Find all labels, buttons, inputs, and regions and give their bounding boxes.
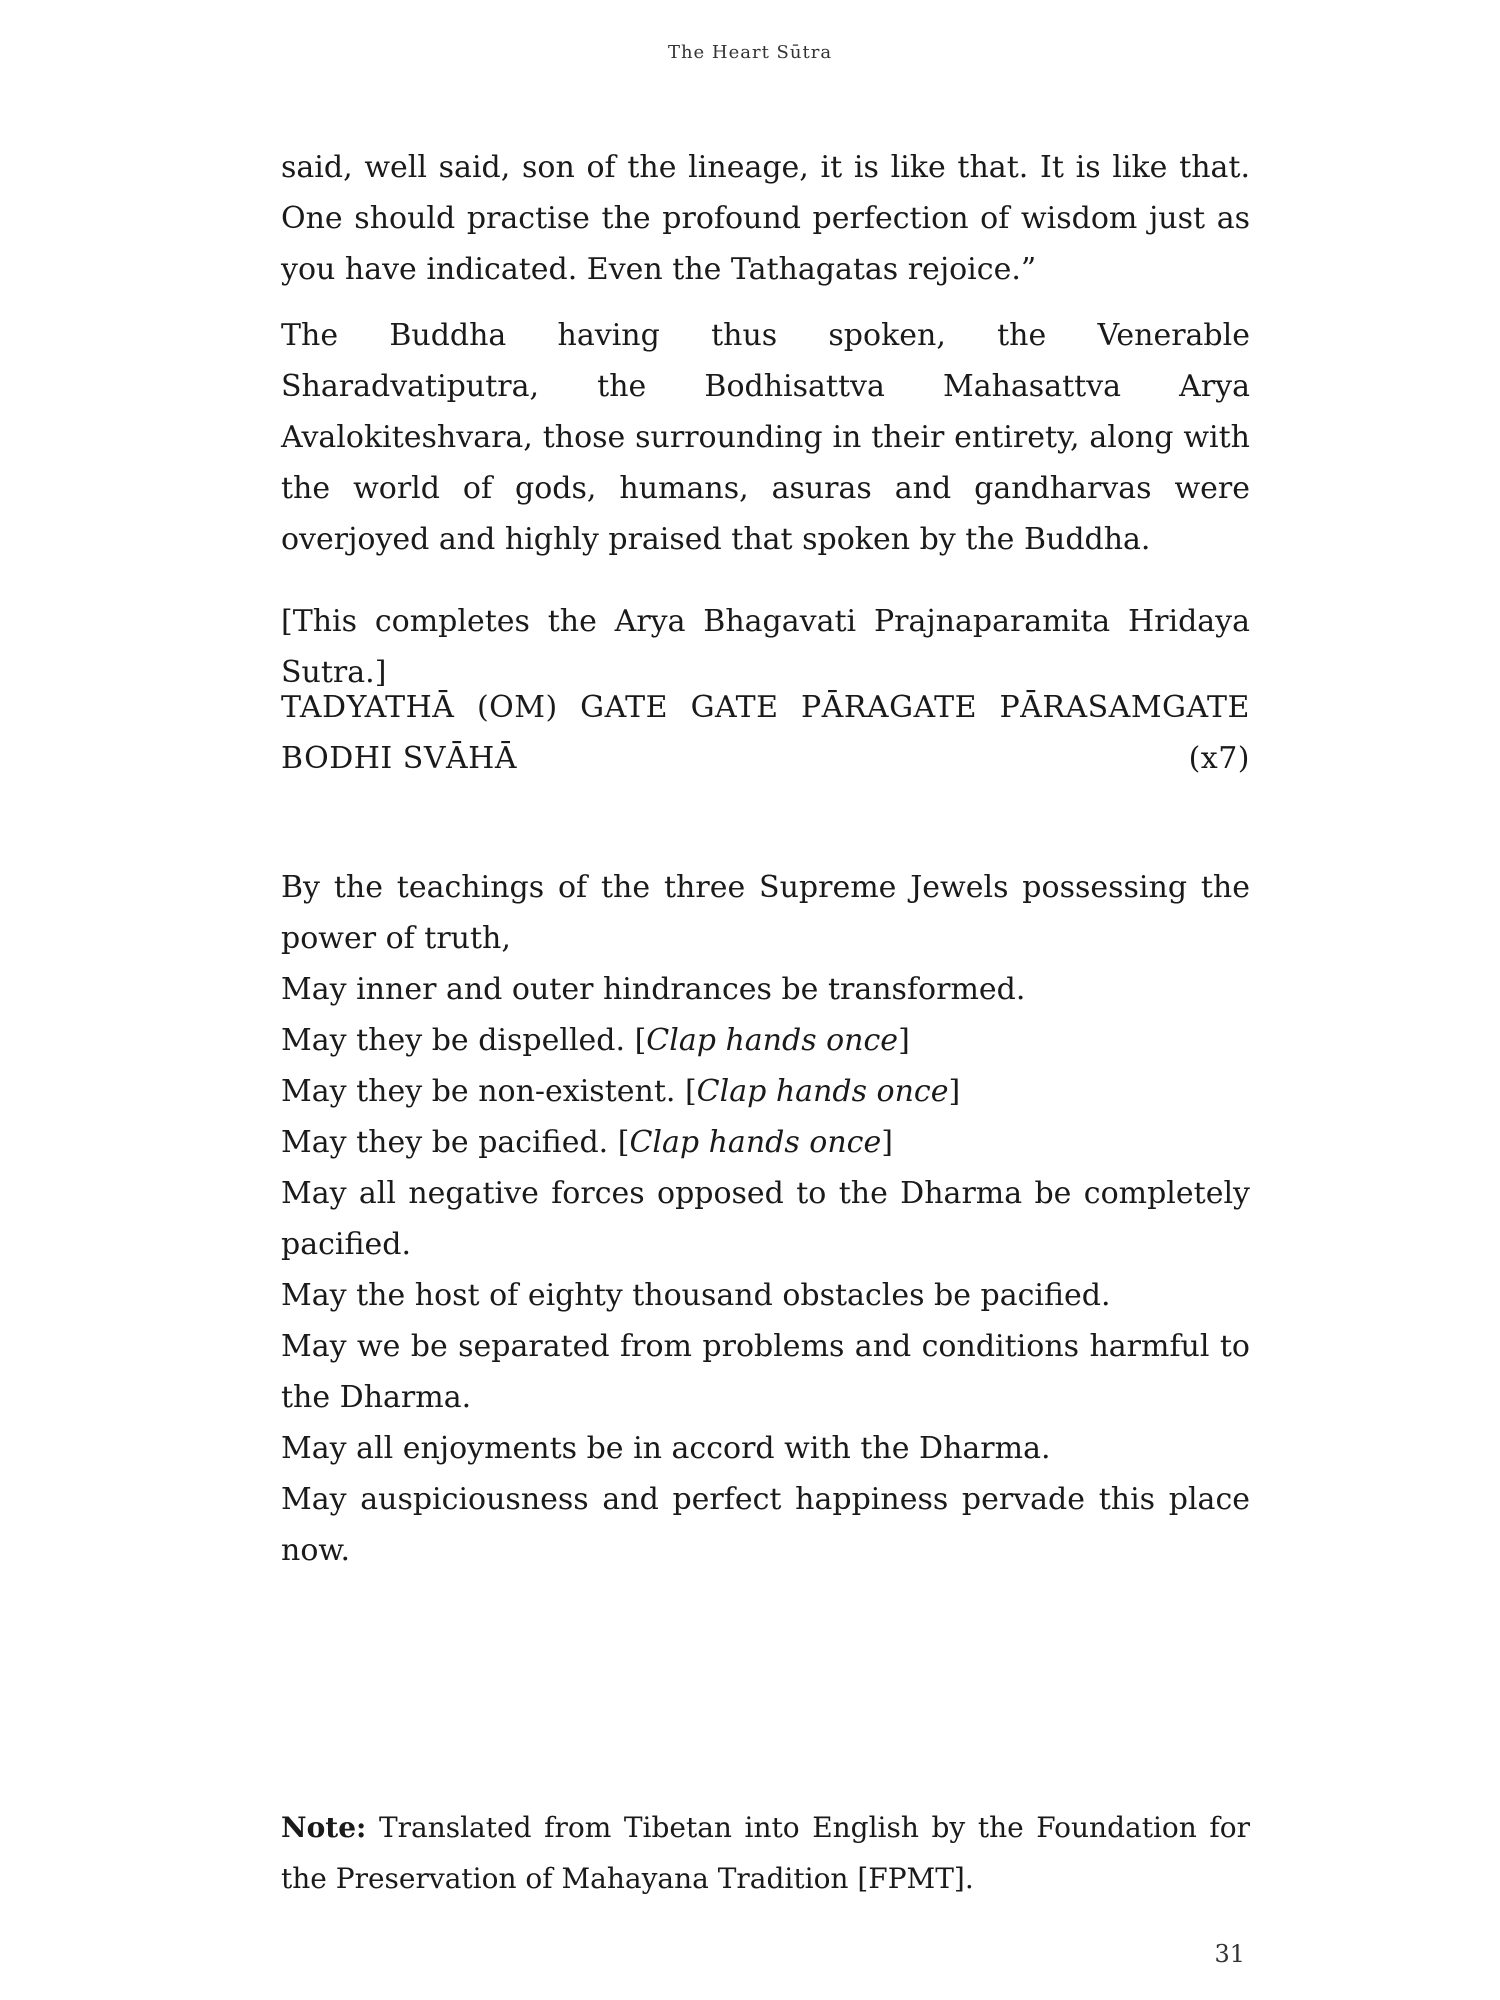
bracket-close: ] <box>898 1023 910 1058</box>
prayer-line <box>281 1015 1250 1066</box>
body-paragraph-2 <box>281 310 1250 565</box>
mantra-line-1 <box>281 682 1250 733</box>
paragraph-text: [This completes the Arya Bhagavati Prajnaparamita Hridaya Sutra.] <box>281 604 1250 690</box>
prayer-line: May all enjoyments be in accord with the Dharma. <box>281 1431 1051 1466</box>
prayer-line <box>281 1117 1250 1168</box>
note-text: Translated from Tibetan into English by the Foundation for the Preservation of Mahayana Tradition [FPMT]. <box>281 1811 1250 1895</box>
paragraph-text: The Buddha having thus spoken, the Venerable Sharadvatiputra, the Bodhisattva Mahasattva Arya Avalokiteshvara, those surrounding in their entirety, along with the world of gods, humans, asuras and gandharvas were overjoyed and highly praised that spoken by the Buddha. <box>281 318 1250 557</box>
note-label: Note: <box>281 1811 367 1844</box>
prayer-text: May they be non-existent. [ <box>281 1074 697 1109</box>
mantra-word: GATE <box>690 690 779 725</box>
clap-instruction: Clap hands once <box>629 1125 882 1160</box>
prayer-line: May inner and outer hindrances be transformed. <box>281 972 1026 1007</box>
paragraph-text: said, well said, son of the lineage, it is like that. It is like that. One should practise the profound perfection of wisdom just as you have indicated. Even the Tathagatas rejoice.” <box>281 150 1250 287</box>
prayer-line: May we be separated from problems and conditions harmful to the Dharma. <box>281 1329 1250 1415</box>
translation-note <box>281 1802 1250 1904</box>
mantra-line-2 <box>281 733 1250 784</box>
body-paragraph-1 <box>281 142 1250 295</box>
prayer-line: May the host of eighty thousand obstacles be pacified. <box>281 1278 1111 1313</box>
prayer-line <box>281 1066 1250 1117</box>
prayer-intro: By the teachings of the three Supreme Jewels possessing the power of truth, <box>281 870 1250 956</box>
prayer-text: May they be dispelled. [ <box>281 1023 647 1058</box>
clap-instruction: Clap hands once <box>646 1023 899 1058</box>
prayer-line: May auspiciousness and perfect happiness pervade this place now. <box>281 1482 1250 1568</box>
mantra-word: PĀRASAMGATE <box>999 690 1250 725</box>
mantra-word: (OM) <box>476 690 558 725</box>
mantra-repeat-count: (x7) <box>1188 741 1250 776</box>
page-number: 31 <box>1214 1940 1245 1968</box>
prayer-line: May all negative forces opposed to the Dharma be completely pacified. <box>281 1176 1250 1262</box>
running-head-title: The Heart Sūtra <box>667 42 833 63</box>
dedication-prayers <box>281 862 1250 1576</box>
mantra-word: GATE <box>580 690 669 725</box>
prayer-text: May they be pacified. [ <box>281 1125 630 1160</box>
mantra-word: PĀRAGATE <box>800 690 977 725</box>
mantra-block <box>281 682 1250 784</box>
bracket-close: ] <box>881 1125 893 1160</box>
bracket-close: ] <box>948 1074 961 1109</box>
clap-instruction: Clap hands once <box>696 1074 949 1109</box>
mantra-ending: BODHI SVĀHĀ <box>281 741 518 776</box>
mantra-word: TADYATHĀ <box>281 690 455 725</box>
